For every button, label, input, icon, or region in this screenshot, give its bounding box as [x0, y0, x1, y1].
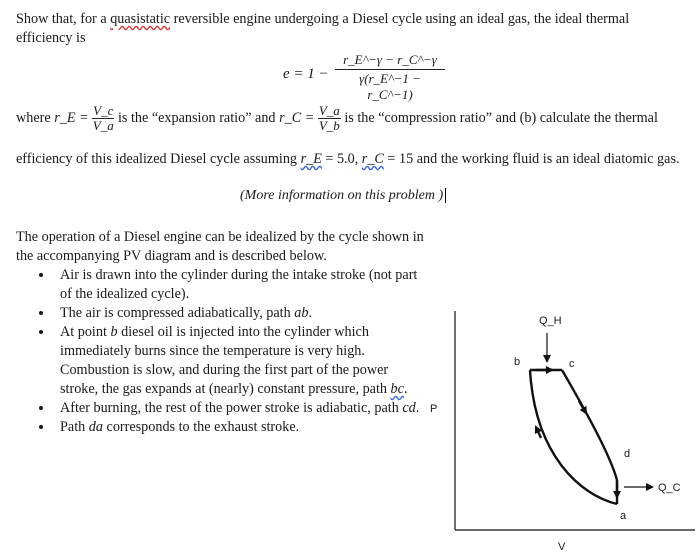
efficiency-text-1: efficiency of this idealized Diesel cycle assuming — [16, 151, 301, 167]
bullet-text: The air is compressed adiabatically, path — [60, 305, 295, 321]
qc-label: Q_C — [658, 482, 681, 494]
formula-fraction — [335, 52, 445, 103]
diesel-description — [16, 228, 426, 437]
expansion-ratio-fraction — [92, 104, 114, 133]
p-axis-label: P — [430, 403, 438, 415]
list-item — [54, 304, 426, 323]
compression-ratio-denominator: V_b — [318, 118, 340, 133]
expansion-ratio-numerator: V_c — [93, 103, 114, 118]
qh-label: Q_H — [539, 315, 562, 327]
bullet-text: . — [308, 305, 313, 321]
v-axis-label: V — [558, 541, 566, 553]
path-label: ab — [294, 305, 309, 321]
where-text-2: is the “expansion ratio” and — [117, 109, 280, 126]
bullet-text: diesel oil is injected into the cylinder which immediately burns since the temperature is very high. Combustion is slow, and during the first part of the power stroke, the gas expands at (nearly) constant pressure, path — [60, 324, 391, 397]
list-item — [54, 418, 426, 437]
bullet-text: . — [415, 400, 420, 416]
text-cursor — [445, 188, 446, 203]
point-label-c: c — [569, 358, 575, 370]
list-item — [54, 266, 426, 304]
intro-text-1: Show that, for a — [16, 11, 111, 27]
formula-numerator: r_E^−γ − r_C^−γ — [335, 52, 445, 70]
rE-value-symbol: r_E — [300, 151, 322, 167]
problem-intro — [16, 10, 688, 48]
pv-diagram — [420, 305, 700, 556]
rC-value-symbol: r_C — [361, 151, 384, 167]
more-info-link[interactable] — [240, 188, 446, 204]
efficiency-text-2: = 5.0, — [321, 151, 362, 167]
expansion-ratio-denominator: V_a — [92, 118, 114, 133]
list-item — [54, 399, 426, 418]
path-cd-arrow — [579, 401, 586, 413]
path-label: cd — [402, 400, 416, 416]
where-word: where — [16, 109, 51, 126]
intro-text-2: reversible engine undergoing a Diesel cycle using an ideal gas, the ideal thermal efficiency is — [16, 11, 630, 46]
description-intro: The operation of a Diesel engine can be idealized by the cycle shown in the accompanying PV diagram and is described below. — [16, 229, 424, 264]
point-label-d: d — [624, 448, 631, 460]
point-label: b — [110, 324, 118, 340]
compression-ratio-numerator: V_a — [318, 103, 340, 118]
bullet-text: Air is drawn into the cylinder during the intake stroke (not part of the idealized cycle). — [60, 267, 418, 302]
bullet-text: corresponds to the exhaust stroke. — [102, 419, 300, 435]
point-label-b: b — [514, 356, 521, 368]
expansion-ratio-symbol: r_E = — [54, 109, 89, 126]
formula-denominator: γ(r_E^−1 − r_C^−1) — [359, 71, 421, 102]
where-text-3: is the “compression ratio” and (b) calculate the thermal — [344, 109, 658, 126]
description-list — [16, 266, 426, 437]
path-label: da — [88, 419, 103, 435]
path-cd — [562, 370, 617, 480]
compression-ratio-fraction — [318, 104, 341, 133]
efficiency-text-3: = 15 and the working fluid is an ideal diatomic gas. — [383, 151, 680, 167]
bullet-text: Path — [60, 419, 89, 435]
list-item — [54, 323, 426, 399]
ratio-definitions — [16, 104, 692, 133]
quasistatic-word: quasistatic — [110, 11, 171, 27]
path-label: bc — [390, 381, 404, 397]
formula-lhs: e = 1 − — [283, 66, 329, 82]
efficiency-question — [16, 151, 680, 168]
bullet-text: At point — [60, 324, 111, 340]
bullet-text: . — [403, 381, 408, 397]
bullet-text: After burning, the rest of the power stroke is adiabatic, path — [60, 400, 403, 416]
compression-ratio-symbol: r_C = — [279, 109, 315, 126]
point-label-a: a — [620, 510, 627, 522]
more-info-text[interactable]: (More information on this problem ) — [240, 188, 444, 203]
